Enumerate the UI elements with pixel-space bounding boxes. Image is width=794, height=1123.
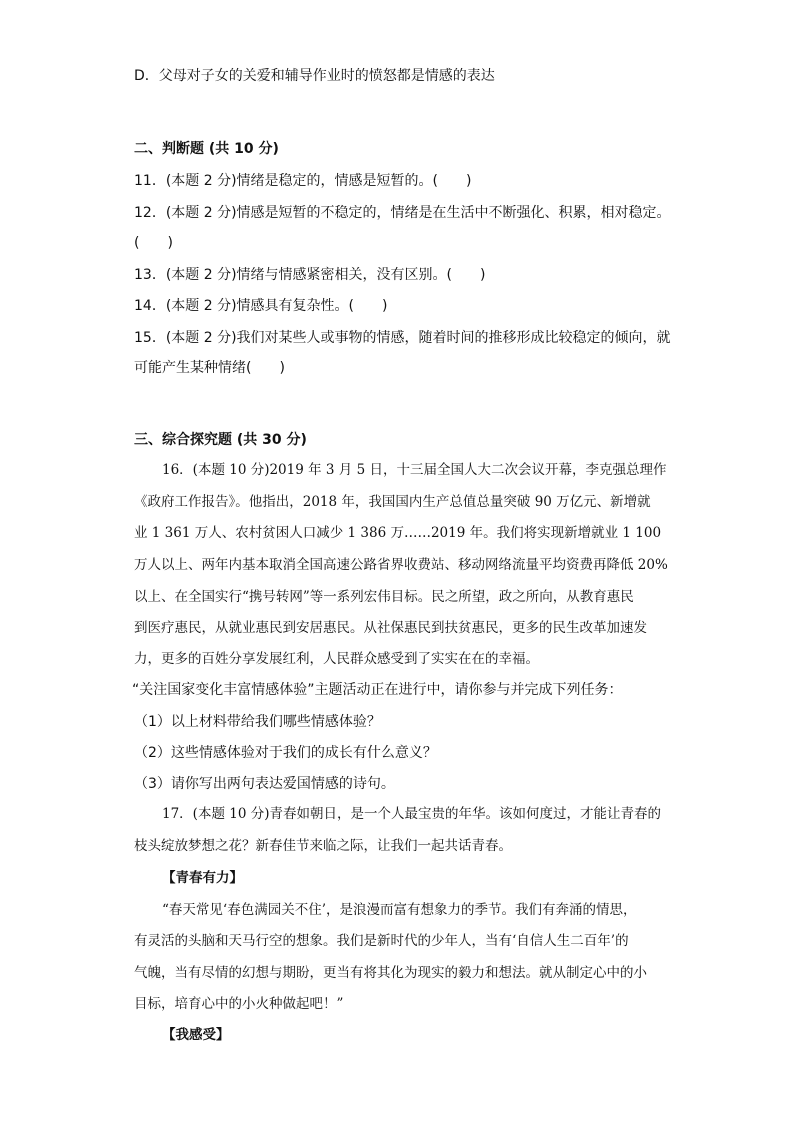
section-heading-judgement: 二、判断题 (共 10 分) [134, 141, 279, 157]
question-16-task: “关注国家变化丰富情感体验”主题活动正在进行中，请你参与并完成下列任务： [132, 682, 623, 698]
question-12-line-1: 12．(本题 2 分)情感是短暂的不稳定的，情绪是在生活中不断强化、积累，相对稳定。 [134, 205, 671, 221]
question-16-sub-3: （3）请你写出两句表达爱国情感的诗句。 [134, 776, 395, 792]
question-16-line-4: 万人以上、两年内基本取消全国高速公路省界收费站、移动网络流量平均资费再降低 20% [134, 557, 668, 573]
question-17-heading-feel: 【我感受】 [162, 1027, 230, 1043]
question-16-sub-1: （1）以上材料带给我们哪些情感体验？ [134, 714, 381, 730]
question-17-line-2: 枝头绽放梦想之花？新春佳节来临之际，让我们一起共话青春。 [134, 838, 512, 854]
question-11: 11．(本题 2 分)情绪是稳定的，情感是短暂的。( ) [134, 173, 472, 189]
option-d: D．父母对子女的关爱和辅导作业时的愤怒都是情感的表达 [134, 68, 495, 84]
question-16-line-1: 16．(本题 10 分)2019 年 3 月 5 日，十三届全国人大二次会议开幕，李克强总理作 [162, 462, 667, 478]
question-16-line-6: 到医疗惠民，从就业惠民到安居惠民。从社保惠民到扶贫惠民，更多的民生改革加速发 [134, 620, 647, 636]
question-13: 13．(本题 2 分)情绪与情感紧密相关，没有区别。( ) [134, 267, 486, 283]
question-15-line-2: 可能产生某种情绪( ) [134, 360, 285, 376]
section-heading-inquiry: 三、综合探究题 (共 30 分) [134, 432, 307, 448]
question-17-quote-line-3: 气魄，当有尽情的幻想与期盼，更当有将其化为现实的毅力和想法。就从制定心中的小 [134, 965, 647, 981]
question-15-line-1: 15．(本题 2 分)我们对某些人或事物的情感，随着时间的推移形成比较稳定的倾向，就 [134, 330, 671, 346]
question-16-line-5: 以上、在全国实行“携号转网”等一系列宏伟目标。民之所望，政之所向，从教育惠民 [134, 589, 634, 605]
question-16-line-7: 力，更多的百姓分享发展红利，人民群众感受到了实实在在的幸福。 [134, 651, 539, 667]
question-17-heading-youth: 【青春有力】 [162, 870, 243, 886]
question-14: 14．(本题 2 分)情感具有复杂性。( ) [134, 298, 388, 314]
question-12-line-2: ( ) [134, 235, 173, 251]
question-16-sub-2: （2）这些情感体验对于我们的成长有什么意义？ [134, 745, 437, 761]
question-16-line-3: 业 1 361 万人、农村贫困人口减少 1 386 万……2019 年。我们将实现新增就业 1 100 [134, 525, 662, 541]
question-17-quote-line-4: 目标，培育心中的小火种做起吧！” [134, 996, 344, 1012]
question-17-line-1: 17．(本题 10 分)青春如朝日，是一个人最宝贵的年华。该如何度过，才能让青春的 [162, 806, 661, 822]
question-16-line-2: 《政府工作报告》。他指出，2018 年，我国国内生产总值总量突破 90 万亿元、新增就 [134, 494, 651, 510]
question-17-quote-line-2: 有灵活的头脑和天马行空的想象。我们是新时代的少年人，当有‘自信人生二百年’的 [134, 933, 629, 949]
question-17-quote-line-1: “春天常见‘春色满园关不住’，是浪漫而富有想象力的季节。我们有奔涌的情思， [162, 902, 637, 918]
